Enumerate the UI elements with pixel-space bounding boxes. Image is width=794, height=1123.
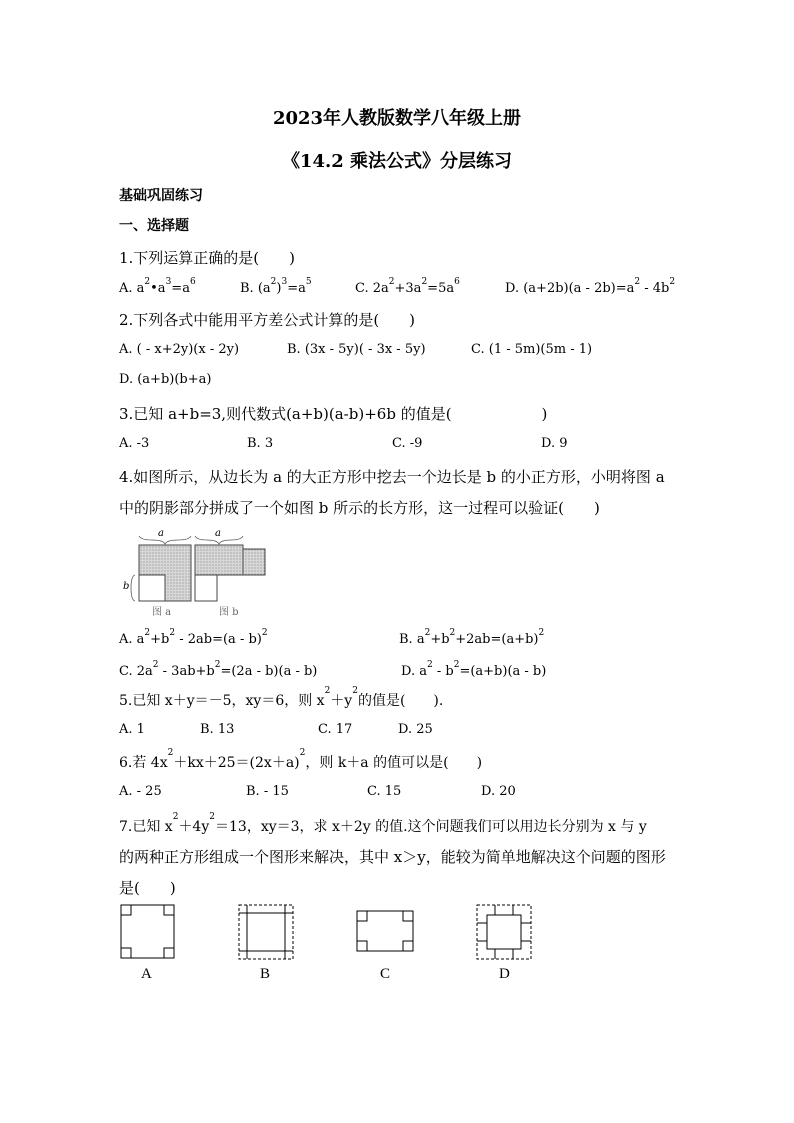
question-6-stem: 6.若 $4x^2+kx+25=(2x+a)^2$，则 k＋a 的值可以是( ) <box>119 748 483 771</box>
question-7-stem-line2: 的两种正方形组成一个图形来解决，其中 x＞y，能较为简单地解决这个问题的图形 <box>119 848 666 866</box>
page-subtitle: 《14.2 乘法公式》分层练习 <box>281 151 513 172</box>
question-4-option-a: A. $a^2+b^2 - 2ab=(a - b)^2$ <box>119 628 268 647</box>
question-4-figure <box>119 528 279 618</box>
question-5-option-b: B. 13 <box>200 722 235 737</box>
figure-option-c-caption: C <box>380 966 391 982</box>
question-1-option-c: C. $2a^2+3a^2=5a^6$ <box>355 277 460 296</box>
page-title: 2023年人教版数学八年级上册 <box>272 108 522 129</box>
question-7-stem-line1: 7.已知 $x^2+4y^2=13$，xy＝3，求 x＋2y 的值.这个问题我们可以用边长分别为 x 与 y <box>119 812 647 835</box>
question-2-stem: 2.下列各式中能用平方差公式计算的是( ) <box>119 311 416 329</box>
question-3-option-a: A. -3 <box>119 436 150 451</box>
question-1-stem: 1.下列运算正确的是( ) <box>119 249 296 267</box>
part-heading: 一、选择题 <box>119 218 189 234</box>
question-7-stem-line3: 是( ) <box>119 879 176 897</box>
figure-option-d <box>477 905 531 959</box>
question-2-option-a: A. ( - x+2y)(x - 2y) <box>119 342 240 357</box>
question-5-option-d: D. 25 <box>398 722 433 737</box>
question-7-figures <box>119 903 539 963</box>
question-4-option-d: D. $a^2 - b^2=(a+b)(a - b)$ <box>401 660 547 679</box>
figure-a-side-brace <box>131 575 135 601</box>
question-1-option-b: B. $(a^2)^3=a^5$ <box>240 277 312 296</box>
figure-b-top-rect <box>195 545 243 575</box>
figure-b-label-a: a <box>215 528 221 539</box>
question-2-option-d: D. (a+b)(b+a) <box>119 372 212 387</box>
figure-a-brace <box>139 536 191 544</box>
question-4-stem-line2: 中的阴影部分拼成了一个如图 b 所示的长方形，这一过程可以验证( ) <box>119 499 600 517</box>
section-heading: 基础巩固练习 <box>119 188 203 204</box>
question-2-option-b: B. (3x - 5y)( - 3x - 5y) <box>287 342 426 357</box>
question-1-option-a: A. $a^2•a^3=a^6$ <box>119 277 196 296</box>
question-6-option-b: B. - 15 <box>246 784 289 799</box>
question-5-stem: 5.已知 x＋y＝－5，xy＝6，则 $x^2+y^2$的值是( ). <box>119 686 444 709</box>
question-5-option-c: C. 17 <box>318 722 353 737</box>
question-5-option-a: A. 1 <box>119 722 145 737</box>
figure-a-label-b: b <box>123 581 130 592</box>
figure-a <box>131 536 191 601</box>
question-4-option-b: B. $a^2+b^2+2ab=(a+b)^2$ <box>399 628 545 647</box>
figure-option-b <box>239 905 293 959</box>
figure-a-caption: 图 a <box>152 607 172 618</box>
figure-a-label-a: a <box>158 528 164 539</box>
figure-option-c <box>357 911 413 951</box>
question-6-option-c: C. 15 <box>367 784 402 799</box>
figure-option-a-caption: A <box>141 966 152 982</box>
question-3-option-d: D. 9 <box>541 436 568 451</box>
question-3-option-b: B. 3 <box>247 436 274 451</box>
figure-b-moved-rect <box>243 549 265 575</box>
question-2-option-c: C. (1 - 5m)(5m - 1) <box>471 342 593 357</box>
question-3-option-c: C. -9 <box>392 436 423 451</box>
question-3-stem: 3.已知 a+b=3,则代数式(a+b)(a-b)+6b 的值是( ) <box>119 405 548 423</box>
question-1-option-d: D. $(a+2b)(a - 2b)=a^2 - 4b^2$ <box>505 277 676 296</box>
figure-option-b-caption: B <box>260 966 271 982</box>
question-4-stem-line1: 4.如图所示，从边长为 a 的大正方形中挖去一个边长是 b 的小正方形，小明将图 a <box>119 468 665 486</box>
figure-option-a <box>121 905 174 958</box>
question-6-option-a: A. - 25 <box>119 784 162 799</box>
question-4-option-c: C. $2a^2 - 3ab+b^2=(2a - b)(a - b)$ <box>119 660 318 679</box>
figure-b-blank-square <box>195 575 217 601</box>
figure-a-small-square <box>139 575 165 601</box>
figure-option-d-caption: D <box>499 966 510 982</box>
figure-b-caption: 图 b <box>219 607 239 618</box>
question-6-option-d: D. 20 <box>481 784 516 799</box>
figure-b <box>195 536 265 601</box>
